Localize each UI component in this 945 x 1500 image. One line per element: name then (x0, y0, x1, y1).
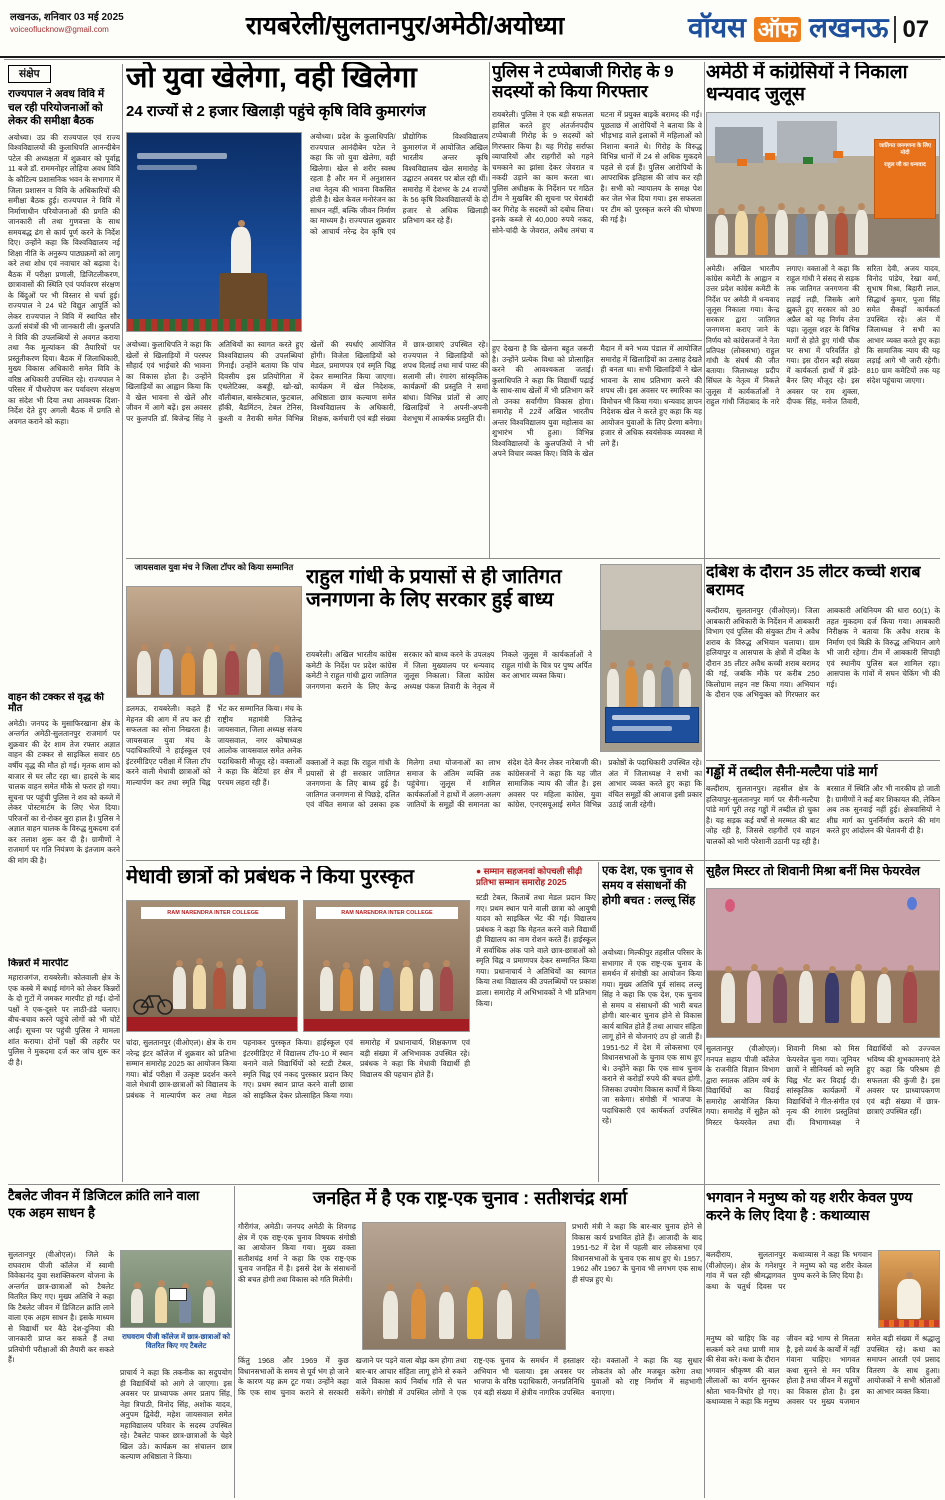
person-figure (231, 227, 251, 279)
person-figure (247, 649, 261, 695)
divider (598, 862, 599, 1182)
masthead-email: voiceoflucknow@gmail.com (10, 25, 109, 34)
person-figure (383, 1291, 398, 1339)
person-figure (360, 966, 373, 1011)
person-figure (799, 971, 813, 1023)
katha-article (706, 1188, 940, 1498)
divider (8, 1184, 940, 1185)
brand-word-2: ऑफ (754, 17, 801, 42)
lead-article (126, 62, 488, 558)
road-article (706, 764, 940, 858)
police-article (492, 62, 702, 338)
person-figure (233, 965, 246, 1009)
rahul-rally-photo (600, 564, 702, 752)
congress-body: अमेठी। अखिल भारतीय कांग्रेस कमेटी के आह्वान व उत्तर प्रदेश कांग्रेस कमेटी के निर्देश पर अमेठी में धन्यवाद जुलूस निकाला गया। केन्द्र सरकार द्वारा जातिगत जनगणना कराए जाने के निर्णय को कांग्रेसजनों ने नेता प्रतिपक्ष (लोकसभा) राहुल गांधी के संघर्ष की जीत बताया। जिलाध्यक्ष प्रदीप सिंघल के नेतृत्व में निकले जुलूस में कार्यकर्ताओं ने राहुल गांधी जिंदाबाद के नारे लगाए। वक्ताओं ने कहा कि राहुल गांधी ने संसद से सड़क तक जातिगत जनगणना की लड़ाई लड़ी, जिसके आगे झुकते हुए सरकार को 30 अप्रैल को यह निर्णय लेना पड़ा। जुलूस शहर के विभिन्न मार्गों से होते हुए गांधी चौक पर सभा में परिवर्तित हो गया। इस दौरान बड़ी संख्या में कार्यकर्ता हाथों में झंडे-बैनर लिए मौजूद रहे। इस अवसर पर राम शुक्ला, दीपक सिंह, मनोज तिवारी, सरिता देवी, अजय यादव, विनोद पांडेय, रेखा वर्मा, सुभाष मिश्रा, बिहारी लाल, सिद्धार्थ कुमार, पूजा सिंह समेत सैकड़ों कार्यकर्ता उपस्थित रहे। अंत में जिलाध्यक्ष ने सभी का आभार व्यक्त करते हुए कहा कि सामाजिक न्याय की यह लड़ाई आगे भी जारी रहेगी। 810 ग्राम कमेटियों तक यह संदेश पहुंचाया जाएगा। (706, 264, 940, 406)
road-body: बल्दीराय, सुलतानपुर। तहसील क्षेत्र के हलियापुर-सुलतानपुर मार्ग पर सैनी-मल्टैया पांडे मार्ग पूरी तरह गड्ढों में तब्दील हो चुका है। यह सड़क कई वर्षों से मरम्मत की बाट जोह रही है, जिससे राहगीरों एवं वाहन चालकों को भारी परेशानी उठानी पड़ रही है। बरसात में स्थिति और भी नारकीय हो जाती है। ग्रामीणों ने कई बार शिकायत की, लेकिन अब तक सुनवाई नहीं हुई। क्षेत्रवासियों ने शीघ्र मार्ग का पुनर्निर्माण कराने की मांग करते हुए आंदोलन की चेतावनी दी है। (706, 784, 940, 846)
person-figure (203, 649, 217, 695)
divider (126, 558, 940, 559)
person-figure (815, 211, 828, 255)
lead-intro: अयोध्या। प्रदेश के कुलाधिपति/राज्यपाल आनंदीबेन पटेल ने कहा कि जो युवा खेलेगा, वही खिलेगा। खेल से शरीर स्वस्थ रहता है और मन में अनुशासन तथा नेतृत्व की भावना विकसित होती है। खेल केवल मनोरंजन का साधन नहीं, बल्कि जीवन निर्माण का माध्यम है। राज्यपाल शुक्रवार को आचार्य नरेन्द्र देव कृषि एवं प्रौद्योगिक विश्वविद्यालय कुमारगंज में आयोजित अखिल भारतीय अन्तर कृषि विश्वविद्यालय खेल समारोह के उद्घाटन अवसर पर बोल रही थीं। समारोह में देशभर के 24 राज्यों के 56 कृषि विश्वविद्यालयों के दो हजार से अधिक खिलाड़ी प्रतिभाग कर रहे हैं। (310, 132, 488, 236)
person-figure (735, 211, 748, 255)
lallu-body: अयोध्या। मिल्कीपुर तहसील परिसर के सभागार में एक राष्ट्र-एक चुनाव के समर्थन में संगोष्ठी का आयोजन किया गया। मुख्य अतिथि पूर्व सांसद लल्लू सिंह ने कहा कि एक देश, एक चुनाव से समय व संसाधनों की भारी बचत होगी। बार-बार चुनाव होने से विकास कार्य बाधित होते हैं तथा आचार संहिता लागू होने से योजनाएं ठप हो जाती हैं। 1951-52 में देश में लोकसभा एवं विधानसभाओं के चुनाव एक साथ हुए थे। उन्होंने कहा कि एक साथ चुनाव कराने से करोड़ों रुपये की बचत होगी, जिसका उपयोग विकास कार्यों में किया जा सकेगा। संगोष्ठी में भाजपा के पदाधिकारी एवं कार्यकर्ता उपस्थित रहे। (602, 948, 702, 1126)
tablet-article (8, 1188, 232, 1498)
seminar-group-photo (362, 1222, 566, 1350)
procession-banner (874, 139, 936, 219)
person-figure (497, 1290, 512, 1339)
person-figure (897, 1279, 921, 1319)
merit-body-right: स्टडी टेबल, किताबें तथा मेडल प्रदान किए गए। प्रथम स्थान पाने वाली छात्रा को आयुषी यादव को साइकिल भेंट की गई। विद्यालय प्रबंधक ने कहा कि मेहनत करने वाले विद्यार्थी ही विद्यालय का नाम रोशन करते हैं। हाईस्कूल में सर्वाधिक अंक पाने वाले छात्र-छात्राओं को स्मृति चिह्न व प्रमाणपत्र देकर सम्मानित किया गया। प्रधानाचार्य ने अतिथियों का स्वागत किया तथा विद्यालय की उपलब्धियों पर प्रकाश डाला। समारोह में अभिभावकों ने भी प्रतिभाग किया। (476, 893, 596, 1008)
masthead-city-date: लखनऊ, शनिवार 03 मई 2025 (10, 12, 124, 23)
liquor-body: बल्दीराय, सुलतानपुर (वीओएल)। जिला आबकारी अधिकारी के निर्देशन में आबकारी विभाग एवं पुलिस की संयुक्त टीम ने अवैध शराब के विरुद्ध अभियान चलाया। ग्राम हलियापुर व आसपास के क्षेत्रों में दबिश के दौरान 35 लीटर अवैध कच्ची शराब बरामद की गई, जबकि मौके पर करीब 250 किलोग्राम लहन नष्ट किया गया। अभियान के दौरान एक अभियुक्त को गिरफ्तार कर आबकारी अधिनियम की धारा 60(1) के तहत मुकदमा दर्ज किया गया। आबकारी निरीक्षक ने बताया कि अवैध शराब के निर्माण एवं बिक्री के विरुद्ध अभियान आगे भी जारी रहेगा। टीम में आबकारी सिपाही एवं स्थानीय पुलिस बल शामिल रहा। आसपास के गांवों में सघन चेकिंग भी की गई। (706, 606, 940, 700)
lallu-headline: एक देश, एक चुनाव से समय व संसाधनों की होगी बचत : लल्लू सिंह (602, 865, 696, 907)
person-figure (795, 214, 808, 255)
brief-label: संक्षेप (8, 65, 51, 83)
person-figure (420, 969, 433, 1011)
felicitation-caption: जायसवाल युवा मंच ने जिला टॉपर को किया सम्मानित (134, 562, 294, 572)
person-figure (193, 965, 206, 1009)
brief-body-3: महाराजगंज, रायबरेली। कोतवाली क्षेत्र के एक कस्बे में बधाई मांगने को लेकर किन्नरों के दो गुटों में जमकर मारपीट हो गई। दोनों पक्षों ने एक-दूसरे पर लाठी-डंडे चलाए। बीच-बचाव करने पहुंचे लोगों को भी चोटें आईं। सूचना पर पहुंची पुलिस ने मामला शांत कराया। दोनों पक्षों की तहरीर पर पुलिस ने मुकदमा दर्ज कर जांच शुरू कर दी है। (8, 973, 120, 1067)
merit-headline: मेधावी छात्रों को प्रबंधक ने किया पुरस्कृत (126, 866, 414, 888)
masthead-region-line: रायबरेली/सुलतानपुर/अमेठी/अयोध्या (245, 12, 565, 40)
banner-line-2: राहुल जी का धन्यवाद (884, 161, 926, 168)
police-headline: पुलिस ने टप्पेबाजी गिरोह के 9 सदस्यों को किया गिरफ्तार (492, 62, 674, 101)
person-figure (775, 210, 788, 255)
janhit-body-right: प्रभारी मंत्री ने कहा कि बार-बार चुनाव होने से विकास कार्य प्रभावित होते हैं। आजादी के बाद 1951-52 में देश में पहली बार लोकसभा एवं विधानसभाओं के चुनाव एक साथ हुए थे। 1957, 1962 और 1967 के चुनाव भी लगभग एक साथ ही संपन्न हुए थे। (572, 1222, 702, 1284)
person-figure (380, 968, 393, 1011)
divider (489, 62, 490, 558)
person-figure (269, 652, 283, 695)
rahul-article (306, 562, 702, 858)
divider (706, 760, 940, 761)
person-figure (679, 669, 691, 707)
katha-body-top: बलदीराय, सुलतानपुर (वीओएल)। क्षेत्र के गनेशपुर गांव में चल रही श्रीमद्भागवत कथा के चतुर्थ दिवस पर कथाव्यास ने कहा कि भगवान ने मनुष्य को यह शरीर केवल पुण्य करने के लिए दिया है। (706, 1250, 872, 1291)
divider (122, 64, 123, 1182)
award-stage-photo-left (126, 900, 298, 1032)
tablet-distribution-photo (120, 1250, 232, 1328)
road-headline: गड्ढों में तब्दील सैनी-मल्टैया पांडे मार्ग (706, 764, 878, 779)
page-number: 07 (894, 16, 929, 43)
bicycle-icon (133, 989, 173, 1015)
janhit-body-left: गौरीगंज, अमेठी। जनपद अमेठी के शिवगढ़ क्षेत्र में एक राष्ट्र-एक चुनाव विषयक संगोष्ठी का आयोजन किया गया। मुख्य वक्ता सतीशचंद्र शर्मा ने कहा कि एक राष्ट्र-एक चुनाव जनहित में है। इससे देश के संसाधनों की बचत होगी तथा विकास को गति मिलेगी। (238, 1222, 356, 1284)
person-figure (903, 972, 917, 1023)
congress-article (706, 62, 940, 556)
liquor-headline: दबिश के दौरान 35 लीटर कच्ची शराब बरामद (706, 564, 921, 600)
katha-headline: भगवान ने मनुष्य को यह शरीर केवल पुण्य करने के लिए दिया है : कथाव्यास (706, 1189, 913, 1224)
person-figure (855, 210, 868, 255)
brief-headline-3: किन्नरों में मारपीट (8, 957, 69, 969)
rahul-body-upper: रायबरेली। अखिल भारतीय कांग्रेस कमेटी के निर्देश पर प्रदेश कांग्रेस कमेटी ने राहुल गांधी द्वारा जातिगत जनगणना कराने के लिए केन्द्र सरकार को बाध्य करने के उपलक्ष्य में जिला मुख्यालय पर धन्यवाद जुलूस निकाला। जिला कांग्रेस अध्यक्ष पंकज तिवारी के नेतृत्व में निकले जुलूस में कार्यकर्ताओं ने राहुल गांधी के चित्र पर पुष्प अर्पित कर आभार व्यक्त किया। (306, 650, 592, 691)
divider (704, 62, 705, 1498)
lead-body-continued: हुए देखना है कि खेलना बहुत जरूरी है। उन्होंने प्रत्येक विधा को प्रोत्साहित करने की आवश्यकता जताई। कुलाधिपति ने कहा कि विद्यार्थी पढ़ाई के साथ-साथ खेलों में भी प्रतिभाग करें तो उनका सर्वांगीण विकास होगा। समारोह में 22वें अखिल भारतीय अन्तर विश्वविद्यालय युवा महोत्सव का शुभारंभ भी हुआ। विभिन्न विश्वविद्यालयों के कुलपतियों ने भी अपने विचार व्यक्त किए। विवि के खेल मैदान में बने भव्य पंडाल में आयोजित समारोह में खिलाड़ियों का उत्साह देखते ही बनता था। सभी खिलाड़ियों ने खेल भावना के साथ प्रतिभाग करने की शपथ ली। इस अवसर पर स्मारिका का विमोचन भी किया गया। धन्यवाद ज्ञापन निदेशक खेल ने करते हुए कहा कि यह आयोजन युवाओं के लिए प्रेरणा बनेगा। हजार से अधिक स्वयंसेवक व्यवस्था में लगे हैं। (492, 344, 702, 459)
police-body: रायबरेली। पुलिस ने एक बड़ी सफलता हासिल करते हुए अंतर्जनपदीय टप्पेबाजी गिरोह के 9 सदस्यों को गिरफ्तार किया है। यह गिरोह सर्राफा व्यापारियों और राहगीरों को गहने चमकाने का झांसा देकर जेवरात व नकदी उड़ाने का काम करता था। पुलिस अधीक्षक के निर्देशन पर गठित टीम ने मुखबिर की सूचना पर घेराबंदी कर गिरोह के सदस्यों को दबोच लिया। इनके कब्जे से 40,000 रुपये नकद, सोने-चांदी के जेवरात, अवैध तमंचा व घटना में प्रयुक्त बाइकें बरामद की गईं। पूछताछ में आरोपियों ने बताया कि वे भीड़भाड़ वाले इलाकों में महिलाओं को निशाना बनाते थे। गिरोह के विरुद्ध विभिन्न थानों में 24 से अधिक मुकदमे पहले से दर्ज हैं। पुलिस आरोपियों के आपराधिक इतिहास की जांच कर रही है। सभी को न्यायालय के समक्ष पेश कर जेल भेज दिया गया। इस सफलता पर टीम को पुरस्कृत करने की घोषणा की गई है। (492, 110, 702, 235)
brief-headline-1: राज्यपाल ने अवध विवि में चल रही परियोजनाओं को लेकर की समीक्षा बैठक (8, 88, 105, 128)
tablet-body-left: सुलतानपुर (वीओएल)। जिले के राघवराम पीजी कॉलेज में स्वामी विवेकानंद युवा सशक्तिकरण योजना के अन्तर्गत छात्र-छात्राओं को टैबलेट वितरित किए गए। मुख्य अतिथि ने कहा कि टैबलेट जीवन में डिजिटल क्रांति लाने वाला एक अहम साधन है। इसके माध्यम से विद्यार्थी घर बैठे देश-दुनिया की जानकारी प्राप्त कर सकते हैं तथा प्रतियोगी परीक्षाओं की तैयारी कर सकते हैं। (8, 1250, 114, 1365)
banner-text-strip (612, 715, 690, 720)
red-carpet (304, 1019, 469, 1031)
divider (234, 1186, 235, 1498)
governor-speech-photo (126, 132, 302, 332)
brief-body-2: अमेठी। जनपद के मुसाफिरखाना क्षेत्र के अन्तर्गत अमेठी-सुलतानपुर राजमार्ग पर शुक्रवार की देर शाम तेज रफ्तार अज्ञात वाहन की टक्कर से साइकिल सवार 65 वर्षीय वृद्ध की मौत हो गई। मृतक शाम को बाजार से घर लौट रहा था। हादसे के बाद चालक वाहन समेत मौके से फरार हो गया। सूचना पर पहुंची पुलिस ने शव को कब्जे में लेकर पोस्टमार्टम के लिए भेज दिया। परिजनों का रो-रोकर बुरा हाल है। पुलिस ने अज्ञात वाहन चालक के विरुद्ध मुकदमा दर्ज कर तलाश शुरू कर दी है। ग्रामीणों ने राजमार्ग पर गति नियंत्रण के इंतजाम करने की मांग की है। (8, 718, 120, 865)
person-figure (755, 213, 768, 255)
brief-headline-2: वाहन की टक्कर से वृद्ध की मौत (8, 691, 105, 715)
flag-icon (765, 153, 775, 160)
procession-photo (706, 112, 940, 258)
award-stage-photo-right (303, 900, 470, 1032)
person-figure (181, 653, 195, 695)
lead-body-mid: अयोध्या। कुलाधिपति ने कहा कि खेलों से खिलाड़ियों में परस्पर सौहार्द एवं भाईचारे की भावना का विकास होता है। उन्होंने खिलाड़ियों का आह्वान किया कि वे खेल भावना से खेलें और जीवन में आगे बढ़ें। इस अवसर पर कुलपति डॉ. बिजेन्द्र सिंह ने अतिथियों का स्वागत करते हुए विश्वविद्यालय की उपलब्धियां गिनाईं। उन्होंने बताया कि पांच दिवसीय इस प्रतियोगिता में एथलेटिक्स, कबड्डी, खो-खो, वॉलीबाल, बास्केटबाल, फुटबाल, हॉकी, बैडमिंटन, टेबल टेनिस, कुश्ती व तैराकी समेत विभिन्न खेलों की स्पर्धाएं आयोजित होंगी। विजेता खिलाड़ियों को मेडल, प्रमाणपत्र एवं स्मृति चिह्न देकर सम्मानित किया जाएगा। कार्यक्रम में खेल निदेशक, अधिष्ठाता छात्र कल्याण समेत विश्वविद्यालय के अधिकारी, शिक्षक, कर्मचारी एवं बड़ी संख्या में छात्र-छात्राएं उपस्थित रहे। राज्यपाल ने खिलाड़ियों को शपथ दिलाई तथा मार्च पास्ट की सलामी ली। रंगारंग सांस्कृतिक कार्यक्रमों की प्रस्तुति ने समां बांधा। विभिन्न प्रांतों से आए खिलाड़ियों ने अपनी-अपनी वेशभूषा में आकर्षक प्रस्तुति दी। (126, 340, 488, 423)
person-figure (721, 973, 735, 1023)
person-figure (225, 651, 239, 695)
lead-headline: जो युवा खेलेगा, वही खिलेगा (126, 62, 417, 94)
marigold-strip (879, 1320, 939, 1327)
person-figure (411, 1289, 426, 1339)
podium (219, 273, 267, 321)
brand-word-3: लखनऊ (809, 12, 889, 43)
person-figure (173, 967, 186, 1009)
merit-body-bottom: चांदा, सुलतानपुर (वीओएल)। क्षेत्र के राम नरेन्द्र इंटर कॉलेज में शुक्रवार को प्रतिभा सम्मान समारोह 2025 का आयोजन किया गया। बोर्ड परीक्षा में उत्कृष्ट प्रदर्शन करने वाले मेधावी छात्र-छात्राओं को विद्यालय के प्रबंधक ने माल्यार्पण कर तथा मेडल पहनाकर पुरस्कृत किया। हाईस्कूल एवं इंटरमीडिएट में विद्यालय टॉप-10 में स्थान बनाने वाले विद्यार्थियों को स्टडी टेबल, स्मृति चिह्न एवं नकद पुरस्कार प्रदान किए गए। प्रथम स्थान प्राप्त करने वाली छात्रा को साइकिल देकर प्रोत्साहित किया गया। समारोह में प्रधानाचार्य, शिक्षकगण एवं बड़ी संख्या में अभिभावक उपस्थित रहे। प्रबंधक ने कहा कि मेधावी विद्यार्थी ही विद्यालय की पहचान होते हैं। (126, 1038, 470, 1100)
janhit-headline: जनहित में है एक राष्ट्र-एक चुनाव : सतीशचंद्र शर्मा (312, 1188, 628, 1208)
merit-kicker: ● सम्मान सहजनवां कोपचली सीढ़ी प्रतिभा सम्मान समारोह 2025 (476, 866, 583, 888)
banner-text-strip (612, 726, 672, 731)
flower-strip (127, 319, 301, 331)
farewell-body: सुलतानपुर (वीओएल)। गनपत सहाय पीजी कॉलेज के राजनीति विज्ञान विभाग द्वारा स्नातक अंतिम वर्ष के विद्यार्थियों का विदाई समारोह आयोजित किया गया। समारोह में सुहैल को मिस्टर फेयरवेल तथा शिवानी मिश्रा को मिस फेयरवेल चुना गया। जूनियर छात्रों ने सीनियर्स को स्मृति चिह्न भेंट कर विदाई दी। सांस्कृतिक कार्यक्रमों में विद्यार्थियों ने गीत-संगीत एवं नृत्य की रंगारंग प्रस्तुतियां दीं। विभागाध्यक्ष ने विद्यार्थियों को उज्ज्वल भविष्य की शुभकामनाएं देते हुए कहा कि परिश्रम ही सफलता की कुंजी है। इस अवसर पर प्राध्यापकगण एवं बड़ी संख्या में छात्र-छात्राएं उपस्थित रहीं। (706, 1044, 940, 1127)
one-nation-lallu-article (602, 864, 702, 1182)
liquor-article (706, 564, 940, 756)
farewell-group-photo (706, 888, 940, 1038)
person-figure (607, 669, 619, 707)
person-figure (747, 971, 761, 1023)
tablet-photo-caption: राघवराम पीजी कॉलेज में छात्र-छात्राओं को वितरित किए गए टैबलेट (122, 1332, 230, 1351)
katha-body-bottom: मनुष्य को चाहिए कि वह सत्कर्म करे तथा प्राणी मात्र की सेवा करे। कथा के दौरान भगवान श्रीकृष्ण की बाल लीलाओं का वर्णन सुनकर श्रोता भाव-विभोर हो गए। कथाव्यास ने कहा कि मनुष्य जीवन बड़े भाग्य से मिलता है, इसे व्यर्थ के कार्यों में नहीं गंवाना चाहिए। भागवत कथा सुनने से मन पवित्र होता है तथा जीवन में सद्गुणों का विकास होता है। इस अवसर पर मुख्य यजमान समेत बड़ी संख्या में श्रद्धालु उपस्थित रहे। कथा का समापन आरती एवं प्रसाद वितरण के साथ हुआ। आयोजकों ने सभी श्रोताओं का आभार व्यक्त किया। (706, 1334, 940, 1407)
tablet-device (169, 1288, 187, 1301)
balloon (725, 899, 735, 912)
merit-award-article (126, 864, 596, 1182)
person-figure (203, 1287, 215, 1323)
divider (126, 860, 940, 861)
flag-icon (803, 157, 813, 164)
kathavyas-portrait-photo (878, 1250, 940, 1328)
person-figure (625, 667, 637, 707)
college-banner: RAM NARENDRA INTER COLLEGE (316, 907, 458, 919)
person-figure (643, 670, 655, 707)
brief-body-1: अयोध्या। उप्र की राज्यपाल एवं राज्य विश्वविद्यालयों की कुलाधिपति आनन्दीबेन पटेल की अध्यक्षता में शुक्रवार को पूर्वाह्न 11 बजे डॉ. राममनोहर लोहिया अवध विवि के कौटिल्य प्रशासनिक भवन के सभागार में जिला प्रशासन व विवि के अधिकारियों की समीक्षा बैठक हुई। राज्यपाल ने विवि में निर्माणाधीन परियोजनाओं की प्रगति की जानकारी ली तथा गुणवत्ता के साथ समयबद्ध ढंग से कार्य पूर्ण करने के निर्देश दिए। उन्होंने कहा कि विश्वविद्यालय नई शिक्षा नीति के अनुरूप पाठ्यक्रमों को लागू करे तथा शोध एवं नवाचार को बढ़ावा दे। बैठक में परीक्षा प्रणाली, डिजिटलीकरण, छात्रावासों की स्थिति एवं पर्यावरण संरक्षण के बिंदुओं पर भी विस्तार से चर्चा हुई। राज्यपाल ने 24 घंटे विद्युत आपूर्ति को लेकर राज्यपाल ने विवि में स्थापित सौर ऊर्जा संयंत्रों की भी जानकारी ली। कुलपति ने विवि की उपलब्धियों से अवगत कराया तथा नैक मूल्यांकन की तैयारियों पर प्रस्तुतीकरण दिया। बैठक में जिलाधिकारी, मुख्य विकास अधिकारी समेत विवि के वरिष्ठ अधिकारी उपस्थित रहे। राज्यपाल ने परिसर में पौधरोपण कर पर्यावरण संरक्षण का संदेश भी दिया तथा आवश्यक दिशा-निर्देश देते हुए अगली बैठक में प्रगति से अवगत कराने को कहा। (8, 132, 120, 426)
person-figure (131, 1289, 143, 1323)
farewell-article (706, 864, 940, 1182)
building (715, 127, 763, 163)
flag-icon (833, 151, 843, 158)
person-figure (877, 974, 891, 1023)
backdrop-text-strip (137, 165, 197, 170)
one-nation-sharma-article (238, 1188, 702, 1498)
person-figure (715, 215, 728, 255)
lead-subhead: 24 राज्यों से 2 हजार खिलाड़ी पहुंचे कृषि विवि कुमारगंज (126, 103, 426, 121)
lead-tail (126, 562, 304, 858)
person-figure (661, 667, 673, 707)
header-divider (4, 59, 941, 60)
person-figure (320, 967, 333, 1011)
divider (492, 340, 702, 341)
person-figure (525, 1289, 540, 1339)
person-figure (467, 1287, 483, 1339)
rahul-headline: राहुल गांधी के प्रयासों से ही जातिगत जनगणना के लिए सरकार हुई बाध्य (306, 566, 562, 611)
brief-column (8, 64, 120, 1180)
backdrop-text-strip (137, 153, 227, 159)
person-figure (155, 1287, 167, 1323)
college-banner: RAM NARENDRA INTER COLLEGE (141, 907, 285, 919)
brand-word-1: वॉयस (688, 12, 746, 43)
lead-tail-body: डलमऊ, रायबरेली। कहते हैं मेहनत की आग में तप कर ही सफलता का सोना निखरता है। जायसवाल युवा मंच के पदाधिकारियों ने हाईस्कूल एवं इंटरमीडिएट परीक्षा में जिला टॉप करने वाली मेधावी छात्राओं को माल्यार्पण कर तथा स्मृति चिह्न भेंट कर सम्मानित किया। मंच के राष्ट्रीय महामंत्री जितेन्द्र जायसवाल, जिला अध्यक्ष संजय जायसवाल, नगर कोषाध्यक्ष आलोक जायसवाल समेत अनेक पदाधिकारी मौजूद रहे। वक्ताओं ने कहा कि बेटियां हर क्षेत्र में परचम लहरा रही हैं। (126, 704, 302, 787)
person-figure (835, 213, 848, 255)
person-figure (213, 968, 226, 1009)
person-figure (825, 973, 839, 1023)
congress-headline: अमेठी में कांग्रेसियों ने निकाला धन्यवाद जुलूस (706, 62, 908, 105)
person-figure (253, 967, 266, 1009)
person-figure (440, 967, 453, 1011)
person-figure (400, 967, 413, 1011)
rahul-body-lower: वक्ताओं ने कहा कि राहुल गांधी के प्रयासों से ही सरकार जातिगत जनगणना के लिए बाध्य हुई है। जातिगत जनगणना से पिछड़े, दलित एवं वंचित समाज को उसका हक मिलेगा तथा योजनाओं का लाभ समाज के अंतिम व्यक्ति तक पहुंचेगा। जुलूस में शामिल कार्यकर्ताओं ने हाथों में अलग-अलग जातियों के समूहों की समानता का संदेश देते बैनर लेकर नारेबाजी की। कांग्रेसजनों ने कहा कि यह जीत सामाजिक न्याय की जीत है। इस अवसर पर महिला कांग्रेस, युवा कांग्रेस, एनएसयूआई समेत विभिन्न प्रकोष्ठों के पदाधिकारी उपस्थित रहे। अंत में जिलाध्यक्ष ने सभी का आभार व्यक्त करते हुए कहा कि वंचित समूहों की आवाज इसी प्रकार उठाई जाती रहेगी। (306, 758, 702, 810)
felicitation-group-photo (126, 586, 302, 698)
person-figure (159, 649, 173, 695)
farewell-headline: सुहैल मिस्टर तो शिवानी मिश्रा बनीं मिस फेयरवेल (706, 864, 921, 878)
person-figure (773, 974, 787, 1023)
masthead (0, 0, 945, 58)
person-figure (851, 971, 865, 1023)
janhit-body-bottom: किंतु 1968 और 1969 में कुछ विधानसभाओं के समय से पूर्व भंग हो जाने के कारण यह क्रम टूट गया। उन्होंने कहा कि एक साथ चुनाव कराने से सरकारी खजाने पर पड़ने वाला बोझ कम होगा तथा बार-बार आचार संहिता लागू होने से रुकने वाले विकास कार्य निर्बाध गति से चल सकेंगे। संगोष्ठी में उपस्थित लोगों ने एक राष्ट्र-एक चुनाव के समर्थन में हस्ताक्षर अभियान भी चलाया। इस अवसर पर भाजपा के वरिष्ठ पदाधिकारी, जनप्रतिनिधि एवं बड़ी संख्या में क्षेत्रीय नागरिक उपस्थित रहे। वक्ताओं ने कहा कि यह सुधार लोकतंत्र को और मजबूत करेगा तथा युवाओं को राष्ट्र निर्माण में सहभागी बनाएगा। (238, 1356, 702, 1397)
rally-banner (605, 707, 699, 743)
tablet-headline: टैबलेट जीवन में डिजिटल क्रांति लाने वाला एक अहम साधन है (8, 1188, 200, 1220)
person-figure (137, 651, 151, 695)
flag-icon (737, 159, 747, 166)
masthead-brand (688, 8, 940, 46)
person-figure (439, 1292, 454, 1339)
banner-line-1: जातिगत जनगणना के लिए मोदी (879, 143, 931, 157)
tablet-body-right: प्राचार्य ने कहा कि तकनीक का सदुपयोग ही विद्यार्थियों को आगे ले जाएगा। इस अवसर पर प्राध्यापक अमर प्रताप सिंह, नेहा त्रिपाठी, विनोद सिंह, अशोक यादव, अनुपम द्विवेदी, महेश जायसवाल समेत महाविद्यालय परिवार के सदस्य उपस्थित रहे। टैबलेट पाकर छात्र-छात्राओं के चेहरे खिल उठे। कार्यक्रम का संचालन छात्र कल्याण अधिष्ठाता ने किया। (120, 1368, 232, 1462)
red-carpet (127, 1017, 297, 1031)
person-figure (340, 969, 353, 1011)
balloon (907, 897, 917, 910)
